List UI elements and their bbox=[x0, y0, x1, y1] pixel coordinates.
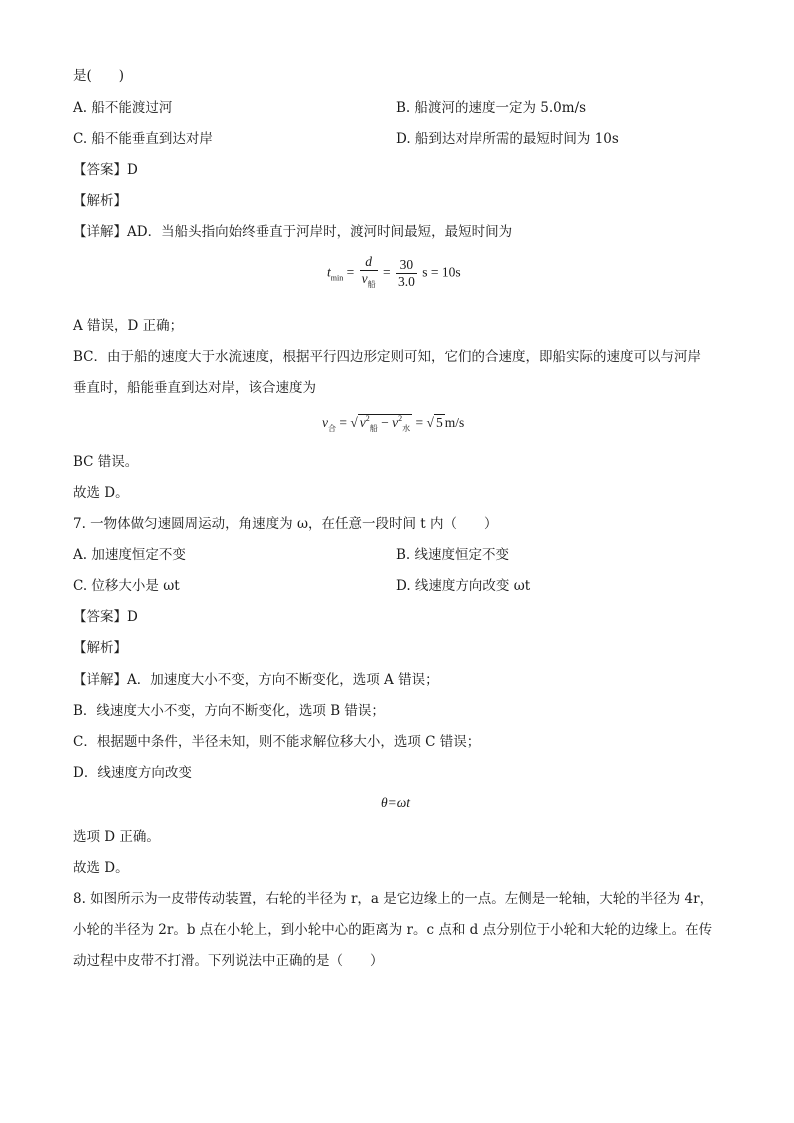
q7-analysis-heading: 【解析】 bbox=[73, 640, 127, 656]
q7-option-a: A. 加速度恒定不变 bbox=[73, 547, 186, 563]
q8-stem-line-2: 小轮的半径为 2r。b 点在小轮上，到小轮中心的距离为 r。c 点和 d 点分别位于小轮和大轮的边缘上。在传 bbox=[73, 922, 713, 938]
q6-detail-2a: BC．由于船的速度大于水流速度，根据平行四边形定则可知，它们的合速度，即船实际的速度可以与河岸 bbox=[73, 349, 701, 365]
q8-stem-line-3: 动过程中皮带不打滑。下列说法中正确的是（ ） bbox=[73, 953, 384, 969]
q6-answer: 【答案】D bbox=[73, 162, 138, 178]
q6-option-c: C. 船不能垂直到达对岸 bbox=[73, 131, 213, 147]
q6-analysis-heading: 【解析】 bbox=[73, 193, 127, 209]
q7-detail-a: 【详解】A．加速度大小不变，方向不断变化，选项 A 错误； bbox=[73, 672, 439, 688]
q6-stem-tail: 是( ) bbox=[73, 68, 125, 84]
q7-detail-d: D．线速度方向改变 bbox=[73, 765, 192, 781]
q6-choose: 故选 D。 bbox=[73, 485, 129, 501]
q7-option-c: C. 位移大小是 ωt bbox=[73, 578, 180, 594]
q7-conclusion: 选项 D 正确。 bbox=[73, 829, 160, 845]
q7-choose: 故选 D。 bbox=[73, 860, 129, 876]
q6-detail-1: 【详解】AD．当船头指向始终垂直于河岸时，渡河时间最短，最短时间为 bbox=[73, 224, 513, 240]
q7-answer: 【答案】D bbox=[73, 609, 138, 625]
q6-equation-min-time: $t_{min}$ = $\frac{d}{v_船}$ = $\frac{30}{3.0}$ s = 10s bbox=[327, 254, 461, 289]
q6-detail-2b: 垂直时，船能垂直到达对岸，该合速度为 bbox=[73, 380, 316, 396]
q6-conclusion-2: BC 错误。 bbox=[73, 454, 139, 470]
q8-stem-line-1: 8. 如图所示为一皮带传动装置，右轮的半径为 r，a 是它边缘上的一点。左侧是一轮轴，大轮的半径为 4r， bbox=[73, 891, 714, 907]
q7-detail-b: B．线速度大小不变，方向不断变化，选项 B 错误； bbox=[73, 703, 385, 719]
q7-detail-c: C．根据题中条件，半径未知，则不能求解位移大小，选项 C 错误； bbox=[73, 734, 481, 750]
q6-option-d: D. 船到达对岸所需的最短时间为 10s bbox=[396, 131, 619, 147]
q6-option-b: B. 船渡河的速度一定为 5.0m/s bbox=[396, 100, 587, 116]
q7-option-d: D. 线速度方向改变 ωt bbox=[396, 578, 531, 594]
q7-option-b: B. 线速度恒定不变 bbox=[396, 547, 510, 563]
q6-conclusion-1: A 错误，D 正确； bbox=[73, 318, 184, 334]
q6-equation-resultant-velocity: $v_合$ = √ $v^2_船 - v^2_水$ = √ 5 m/s bbox=[322, 414, 465, 433]
q7-equation-angle: θ=ωt bbox=[381, 795, 411, 810]
q6-option-a: A. 船不能渡过河 bbox=[73, 100, 173, 116]
q7-stem: 7. 一物体做匀速圆周运动，角速度为 ω，在任意一段时间 t 内（ ） bbox=[73, 516, 498, 532]
